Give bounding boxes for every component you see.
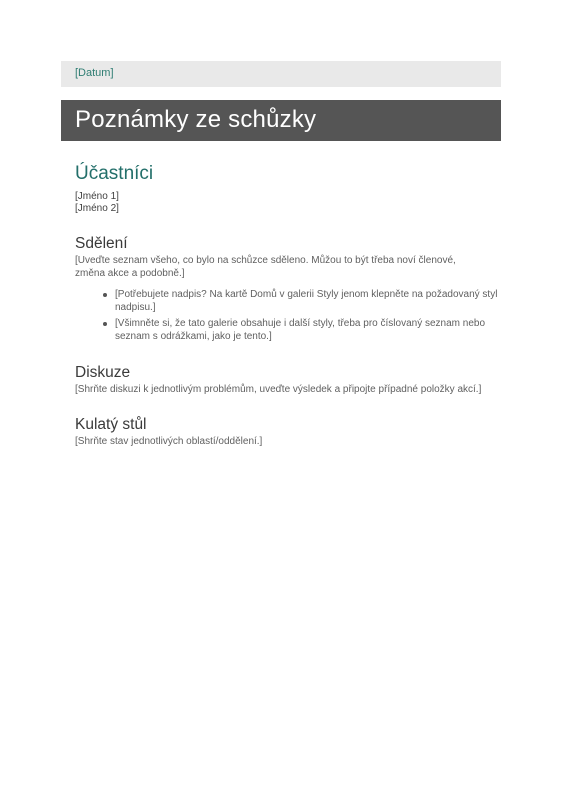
- discussion-section: [75, 363, 495, 396]
- announcements-text[interactable]: [Uveďte seznam všeho, co bylo na schůzce sděleno. Můžou to být třeba noví členové, změna akce a podobně.]: [75, 255, 456, 279]
- title-banner[interactable]: [61, 100, 501, 141]
- date-placeholder: [Datum]: [75, 67, 114, 79]
- discussion-heading: Diskuze: [75, 364, 131, 381]
- date-field[interactable]: [61, 61, 501, 87]
- bullet-icon: [103, 322, 107, 326]
- bullet-icon: [103, 293, 107, 297]
- attendee-name-1[interactable]: [Jméno 1]: [75, 191, 119, 202]
- announcements-heading: Sdělení: [75, 235, 128, 252]
- attendee-name-2[interactable]: [Jméno 2]: [75, 203, 119, 214]
- list-item[interactable]: [103, 288, 503, 314]
- roundtable-section: [75, 415, 495, 448]
- list-item[interactable]: [103, 317, 503, 343]
- announcements-section: [75, 234, 498, 343]
- attendees-heading: Účastníci: [75, 163, 154, 184]
- roundtable-text[interactable]: [Shrňte stav jednotlivých oblastí/oddělení.]: [75, 436, 263, 447]
- roundtable-heading: Kulatý stůl: [75, 416, 147, 433]
- list-item-text: [Všimněte si, že tato galerie obsahuje i další styly, třeba pro číslovaný seznam nebo seznam s odrážkami, jako je tento.]: [115, 318, 486, 342]
- document-body: [75, 162, 498, 448]
- discussion-text[interactable]: [Shrňte diskuzi k jednotlivým problémům, uveďte výsledek a připojte případné položky akcí.]: [75, 384, 482, 395]
- document-title: Poznámky ze schůzky: [75, 106, 317, 133]
- announcements-bullet-list: [75, 288, 498, 343]
- list-item-text: [Potřebujete nadpis? Na kartě Domů v galerii Styly jenom klepněte na požadovaný styl nadpisu.]: [115, 289, 498, 313]
- attendees-list: [75, 191, 495, 215]
